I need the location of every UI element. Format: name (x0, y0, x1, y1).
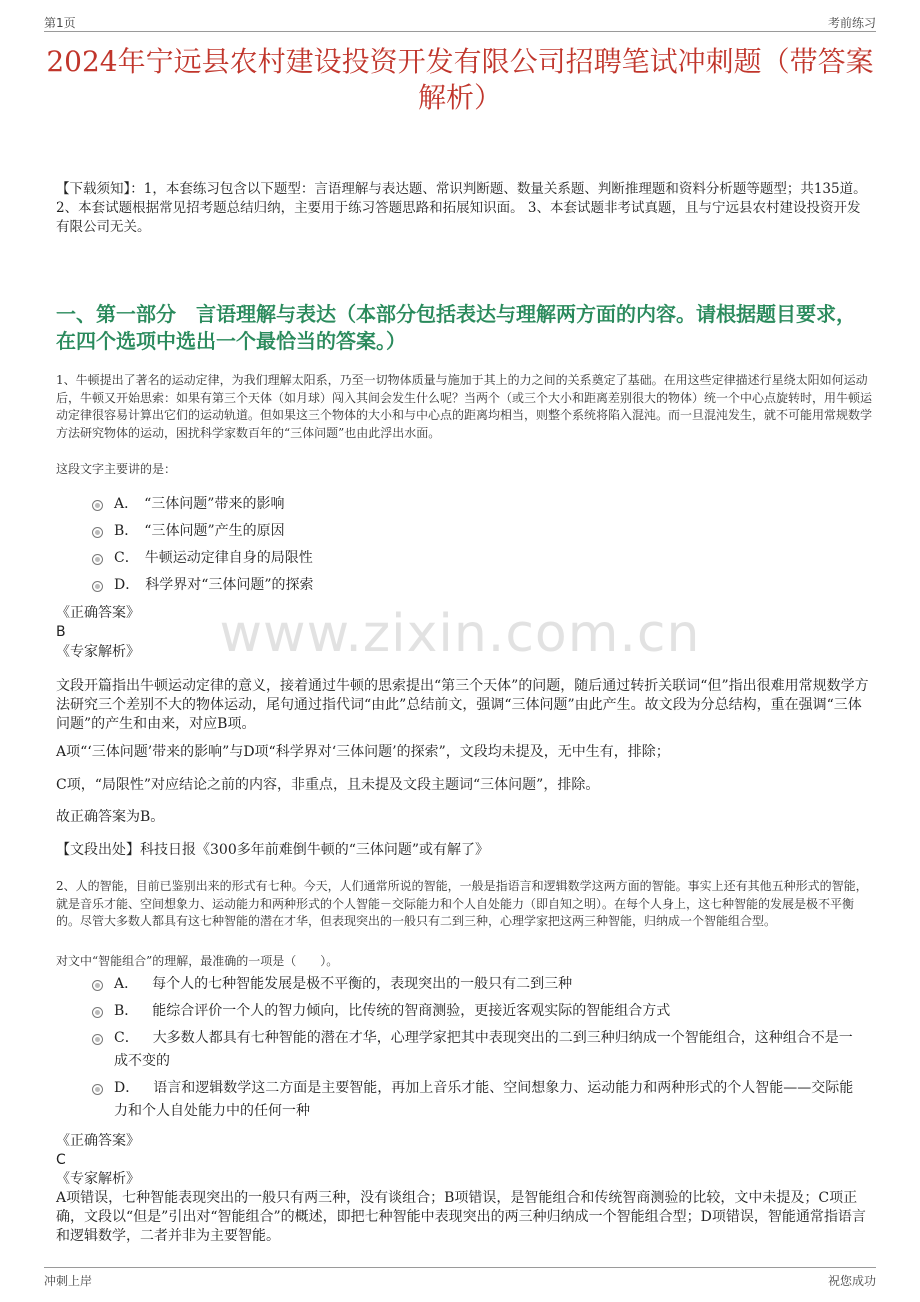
question-1-source: 【文段出处】科技日报《300多年前难倒牛顿的“三体问题”或有解了》 (56, 842, 490, 858)
question-1-answer: B (56, 624, 66, 640)
page-number: 第1页 (44, 16, 76, 30)
question-2-analysis: A项错误，七种智能表现突出的一般只有两三种，没有谈组合；B项错误，是智能组合和传统智商测验的比较，文中未提及；C项正确，文段以“但是”引出对“智能组合”的概述，即把七种智能中表现突出的两三种归纳成一个智能组合型；D项错误，智能通常指语言和逻辑数学，二者并非为主要智能。 (56, 1190, 866, 1244)
question-1-option-d[interactable]: D． 科学界对“三体问题”的探索 (92, 572, 862, 599)
question-2-answer: C (56, 1152, 66, 1168)
question-2-stem: 2、人的智能，目前已鉴别出来的形式有七种。今天，人们通常所说的智能，一般是指语言和逻辑数学这两方面的智能。事实上还有其他五种形式的智能，就是音乐才能、空间想象力、运动能力和两种形式的个人智能－交际能力和个人自处能力（即自知之明）。在每个人身上，这七种智能的发展是极不平衡的。尽管大多数人都具有这七种智能的潜在才华，但表现突出的一般只有二到三种，心理学家把这两三种智能，归纳成一个智能组合型。 (56, 879, 868, 928)
header-tag: 考前练习 (827, 16, 876, 30)
question-1-stem: 1、牛顿提出了著名的运动定律，为我们理解太阳系，乃至一切物体质量与施加于其上的力之间的关系奠定了基础。在用这些定律描述行星绕太阳如何运动后，牛顿又开始思索：如果有第三个天体（如月球）闯入其间会发生什么呢？当两个（或三个大小和距离差别很大的物体）统一个中心点旋转时，用牛顿运动定律很容易计算出它们的运动轨道。但如果这三个物体的大小和与中心点的距离均相当，则整个系统将陷入混沌。而一旦混沌发生，就不可能用常规数学方法研究物体的运动，困扰科学家数百年的“三体问题”也由此浮出水面。 (56, 373, 873, 440)
question-2-analysis-label: 《专家解析》 (56, 1171, 140, 1187)
footer-divider (44, 1267, 876, 1268)
question-1-analysis-main: 文段开篇指出牛顿运动定律的意义，接着通过牛顿的思索提出“第三个天体”的问题，随后通过转折关联词“但”指出很难用常规数学方法研究三个差别不大的物体运动，尾句通过指代词“由此”总结前文，强调“三体问题”由此产生。故文段为分总结构，重在强调“三体问题”的产生和由来，对应B项。 (56, 678, 869, 732)
question-1-option-c[interactable]: C． 牛顿运动定律自身的局限性 (92, 545, 862, 572)
question-2-answer-label: 《正确答案》 (56, 1133, 140, 1149)
radio-icon[interactable] (92, 527, 103, 538)
watermark-text: www.zixin.com.cn (219, 604, 701, 664)
question-2-option-c[interactable]: C． 大多数人都具有七种智能的潜在才华，心理学家把其中表现突出的二到三种归纳成一个智能组合，这种组合不是一成不变的 (92, 1027, 862, 1073)
question-2-option-b[interactable]: B． 能综合评价一个人的智力倾向，比传统的智商测验，更接近客观实际的智能组合方式 (92, 1000, 862, 1023)
radio-icon[interactable] (92, 1007, 103, 1018)
footer-right: 祝您成功 (827, 1274, 876, 1288)
radio-icon[interactable] (92, 980, 103, 991)
footer-left: 冲刺上岸 (44, 1274, 93, 1288)
radio-icon[interactable] (92, 554, 103, 565)
header-divider (44, 31, 876, 32)
radio-icon[interactable] (92, 1034, 103, 1045)
section-heading: 一、第一部分 言语理解与表达（本部分包括表达与理解两方面的内容。请根据题目要求，在四个选项中选出一个最恰当的答案。） (56, 302, 856, 353)
question-2-option-a[interactable]: A． 每个人的七种智能发展是极不平衡的，表现突出的一般只有二到三种 (92, 973, 862, 996)
question-2-option-d[interactable]: D． 语言和逻辑数学这二方面是主要智能，再加上音乐才能、空间想象力、运动能力和两种形式的个人智能——交际能力和个人自处能力中的任何一种 (92, 1077, 862, 1123)
question-1-options (92, 491, 862, 599)
radio-icon[interactable] (92, 1084, 103, 1095)
download-notice: 【下载须知】：1，本套练习包含以下题型：言语理解与表达题、常识判断题、数量关系题、判断推理题和资料分析题等题型；共135道。 2、本套试题根据常见招考题总结归纳，主要用于练习答题思路和拓展知识面。 3、本套试题非考试真题，且与宁远县农村建设投资开发有限公司无关。 (56, 181, 867, 235)
question-1-analysis-label: 《专家解析》 (56, 644, 140, 660)
radio-icon[interactable] (92, 500, 103, 511)
question-1-option-b[interactable]: B． “三体问题”产生的原因 (92, 518, 862, 545)
question-1-analysis-ad: A项“‘三体问题’带来的影响”与D项“科学界对‘三体问题’的探索”，文段均未提及，无中生有，排除； (56, 744, 670, 760)
question-2-prompt: 对文中“智能组合”的理解，最准确的一项是（ ）。 (56, 954, 339, 968)
question-1-analysis-c: C项，“局限性”对应结论之前的内容，非重点，且未提及文段主题词“三体问题”，排除。 (56, 777, 600, 793)
radio-icon[interactable] (92, 581, 103, 592)
question-1-answer-label: 《正确答案》 (56, 605, 140, 621)
question-1-prompt: 这段文字主要讲的是： (56, 462, 177, 476)
question-1-option-a[interactable]: A． “三体问题”带来的影响 (92, 491, 862, 518)
document-title: 2024年宁远县农村建设投资开发有限公司招聘笔试冲刺题（带答案解析） (46, 45, 874, 114)
question-1-conclusion: 故正确答案为B。 (56, 809, 165, 825)
question-2-options (92, 973, 862, 1127)
